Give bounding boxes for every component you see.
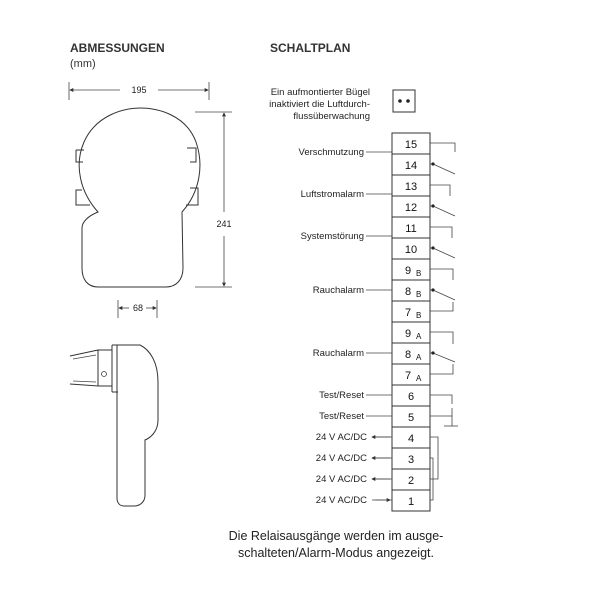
- terminal-number: 9: [404, 265, 412, 277]
- terminal-number: 1: [407, 496, 415, 508]
- caption-line-1: Die Relaisausgänge werden im ausge-: [228, 529, 444, 543]
- label-leaders: [366, 152, 392, 500]
- terminal-number: 4: [407, 433, 415, 445]
- terminal-suffix: B: [416, 311, 422, 320]
- terminal-number: 3: [407, 454, 415, 466]
- terminal-number: 14: [404, 160, 418, 172]
- terminal-number: 5: [407, 412, 415, 424]
- dimensions-heading: ABMESSUNGEN: [70, 41, 165, 55]
- terminal-number: 10: [404, 244, 418, 256]
- terminal-number: 11: [405, 223, 417, 235]
- terminal-suffix: A: [416, 374, 422, 383]
- bracket-note-line-3: flussüberwachung: [293, 111, 370, 122]
- terminal-number: 7: [404, 307, 412, 319]
- label-supply-3: 24 V AC/DC: [315, 453, 367, 464]
- caption-line-2: schalteten/Alarm-Modus angezeigt.: [238, 546, 434, 560]
- height-value: 241: [216, 219, 232, 229]
- terminal-number: 15: [404, 139, 418, 151]
- jumper-pin: [406, 99, 410, 103]
- terminal-number: 12: [404, 202, 418, 214]
- bracket-jumper: [393, 90, 415, 112]
- label-supply-4: 24 V AC/DC: [315, 432, 367, 443]
- terminal-suffix: B: [416, 290, 422, 299]
- terminal-number: 8: [404, 286, 412, 298]
- terminal-number: 2: [407, 475, 415, 487]
- terminal-suffix: A: [416, 353, 422, 362]
- side-view-drawing: [70, 300, 158, 506]
- label-smoke-alarm-a: Rauchalarm: [312, 348, 364, 359]
- terminal-suffix: A: [416, 332, 422, 341]
- terminal-number: 7: [404, 370, 412, 382]
- dimensions-unit: (mm): [70, 58, 96, 70]
- label-system-fault: Systemstörung: [300, 231, 364, 242]
- label-supply-1: 24 V AC/DC: [315, 495, 367, 506]
- relay-caption: [186, 528, 486, 562]
- terminal-suffix: B: [416, 269, 422, 278]
- bracket-note-line-1: Ein aufmontierter Bügel: [270, 87, 370, 98]
- label-test-reset-5: Test/Reset: [319, 411, 364, 422]
- terminal-number: 13: [404, 181, 418, 193]
- label-airflow-alarm: Luftstromalarm: [300, 189, 364, 200]
- label-supply-2: 24 V AC/DC: [315, 474, 367, 485]
- label-contamination: Verschmutzung: [298, 147, 364, 158]
- terminal-number: 9: [404, 328, 412, 340]
- width-value: 195: [131, 85, 147, 95]
- terminal-number: 6: [407, 391, 415, 403]
- bracket-note-line-2: inaktiviert die Luftdurch-: [269, 99, 370, 110]
- terminal-number: 8: [404, 349, 412, 361]
- label-test-reset-6: Test/Reset: [319, 390, 364, 401]
- label-smoke-alarm-b: Rauchalarm: [312, 285, 364, 296]
- terminal-block: [392, 133, 430, 511]
- front-view-drawing: [69, 82, 232, 287]
- wiring-heading: SCHALTPLAN: [270, 41, 351, 55]
- depth-value: 68: [132, 303, 144, 313]
- jumper-pin: [398, 99, 402, 103]
